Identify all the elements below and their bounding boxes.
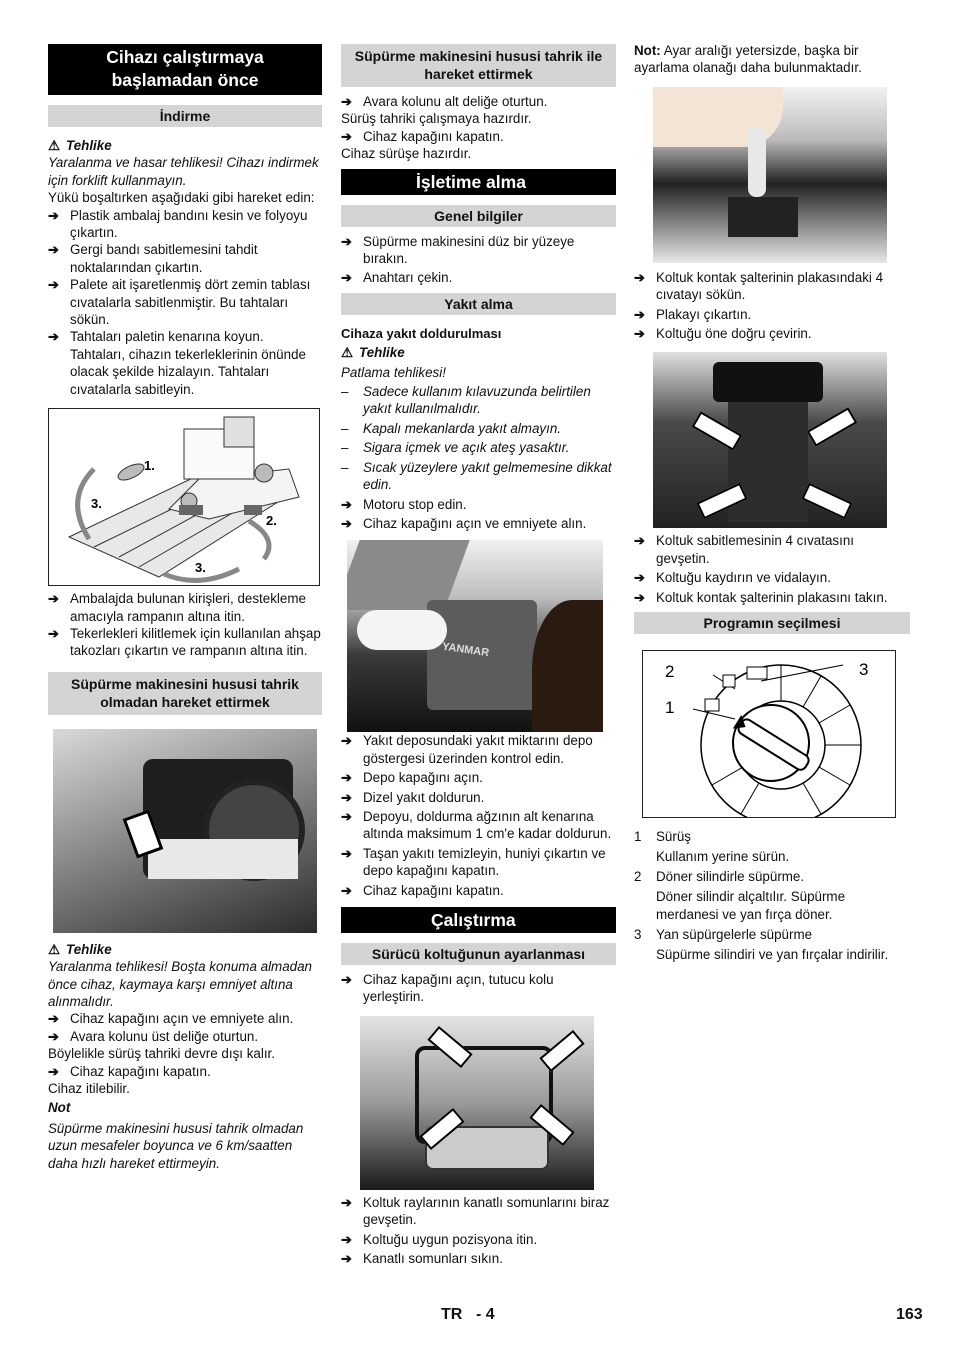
pallet-drawing [49, 409, 319, 585]
engine-bay-photo [53, 729, 317, 933]
danger-text-2: Yaralanma tehlikesi! Boşta konuma almadan önce cihaz, kaymaya karşı emniyet altına alınmalıdır. [48, 959, 312, 1009]
note-text: Süpürme makinesini hususi tahrik olmadan uzun mesafeler boyunca ve 6 km/saatten daha hızlı hareket ettirmeyin. [48, 1120, 304, 1171]
list-item-desc: Döner silindir alçaltılır. Süpürme merdanesi ve yan fırça döner. [656, 889, 846, 923]
fig-label-1: 1. [144, 458, 155, 474]
program-list [634, 828, 910, 964]
refuel-photo [347, 540, 603, 732]
dial-drawing [643, 651, 895, 817]
step-item: ➔ Taşan yakıtı temizleyin, huniyi çıkartın ve depo kapağını kapatın. [341, 845, 616, 880]
engine-brand-label: YANMAR [441, 641, 490, 660]
footer-lang: TR [441, 1306, 463, 1323]
danger-label: ⚠ Tehlike [48, 138, 112, 153]
subheading-fuel: Yakıt alma [341, 293, 616, 315]
column-3 [634, 42, 910, 964]
step-item: ➔ Cihaz kapağını açın, tutucu kolu yerleştirin. [341, 971, 616, 1006]
step-item: ➔ Plastik ambalaj bandını kesin ve folyoyu çıkartın. [48, 207, 322, 242]
list-item: 2 Döner silindirle süpürme. [634, 869, 805, 885]
arrow-icon [539, 1030, 584, 1072]
list-item-desc: Kullanım yerine sürün. [656, 849, 790, 865]
section-heading-operation: Çalıştırma [341, 907, 616, 933]
step-item: ➔ Cihaz kapağını kapatın. [341, 128, 616, 145]
side-brush-icon [747, 667, 767, 679]
note-text: Not: Ayar aralığı yetersizde, başka bir ayarlama olanağı daha bulunmaktadır. [634, 43, 862, 76]
step-item: ➔ Depoyu, doldurma ağzının alt kenarına altında maksimum 1 cm'e kadar doldurun. [341, 808, 616, 843]
arrow-icon [807, 408, 858, 448]
warning-icon: ⚠ [48, 941, 61, 957]
step-item: ➔ Motoru stop edin. [341, 496, 616, 513]
step-item: ➔ Koltuk sabitlemesinin 4 cıvatasını gevşetin. [634, 532, 910, 567]
danger-label: ⚠ Tehlike [341, 345, 405, 361]
step-item: ➔ Tekerlekleri kilitlemek için kullanılan ahşap takozları çıkartın ve rampanın altına itin. [48, 625, 322, 660]
step-item: ➔ Avara kolunu alt deliğe oturtun. [341, 93, 616, 110]
step-item: ➔ Cihaz kapağını açın ve emniyete alın. [48, 1010, 322, 1027]
step-item: ➔ Koltuk raylarının kanatlı somunlarını biraz gevşetin. [341, 1194, 616, 1229]
step-item: ➔ Koltuk kontak şalterinin plakasındaki 4 cıvatayı sökün. [634, 269, 910, 304]
step-item: ➔ Koltuğu uygun pozisyona itin. [341, 1231, 616, 1248]
warning-icon: ⚠ [48, 138, 61, 153]
seat-screw-photo [653, 87, 887, 263]
danger-item: – Sıcak yüzeylere yakıt gelmemesine dikkat edin. [341, 459, 616, 494]
seat-mount-photo [653, 352, 887, 528]
info-text: Böylelikle sürüş tahriki devre dışı kalır. [48, 1046, 275, 1062]
footer-page-number: 163 [896, 1306, 923, 1323]
section-heading-commissioning: İşletime alma [341, 169, 616, 195]
step-item: ➔ Cihaz kapağını kapatın. [341, 882, 616, 899]
column-1 [48, 44, 322, 1172]
pallet-unloading-illustration [48, 408, 320, 586]
step-item: ➔ Palete ait işaretlenmiş dört zemin tablası cıvatalarla sabitlenmiştir. Bu tahtaları sökün. [48, 276, 322, 328]
subheading-seat-adjust: Sürücü koltuğunun ayarlanması [341, 943, 616, 965]
info-text: Cihaz itilebilir. [48, 1080, 130, 1096]
warning-icon: ⚠ [341, 345, 354, 361]
fig-label-3b: 3. [195, 560, 206, 576]
column-2 [341, 44, 616, 1267]
fig-label-2: 2. [266, 513, 277, 529]
list-item: 1 Sürüş [634, 829, 691, 845]
subheading-program: Programın seçilmesi [634, 612, 910, 634]
danger-title: Patlama tehlikesi! [341, 364, 446, 380]
fig-label-3a: 3. [91, 496, 102, 512]
subheading-general: Genel bilgiler [341, 205, 616, 227]
danger-text: Yaralanma ve hasar tehlikesi! Cihazı indirmek için forklift kullanmayın. [48, 155, 319, 188]
footer-local-page: - 4 [476, 1306, 495, 1323]
step-item: ➔ Avara kolunu üst deliğe oturtun. [48, 1028, 322, 1045]
note-label: Not [48, 1100, 71, 1116]
danger-item: – Sadece kullanım kılavuzunda belirtilen yakıt kullanılmalıdır. [341, 383, 616, 418]
dial-label-2: 2 [665, 662, 675, 682]
info-text: Sürüş tahriki çalışmaya hazırdır. [341, 111, 532, 127]
subheading-with-drive: Süpürme makinesini hususi tahrik ile hareket ettirmek [341, 44, 616, 87]
step-item: ➔ Plakayı çıkartın. [634, 306, 910, 323]
step-item: ➔ Anahtarı çekin. [341, 269, 616, 286]
danger-label-2: ⚠ Tehlike [48, 941, 112, 957]
section-heading-before-start: Cihazı çalıştırmaya başlamadan önce [48, 44, 322, 95]
step-item: ➔ Tahtaları paletin kenarına koyun. Tahtaları, cihazın tekerleklerinin önünde olacak şekilde hizalayın. Tahtaları cıvatalarla sabitleyin. [48, 328, 322, 398]
list-item: 3 Yan süpürgelerle süpürme [634, 927, 813, 943]
subheading-indirme: İndirme [48, 105, 322, 127]
step-item: ➔ Ambalajda bulunan kirişleri, destekleme amacıyla rampanın altına itin. [48, 590, 322, 625]
info-text: Cihaz sürüşe hazırdır. [341, 146, 472, 162]
danger-item: – Kapalı mekanlarda yakıt almayın. [341, 420, 616, 437]
step-item: ➔ Yakıt deposundaki yakıt miktarını depo göstergesi üzerinden kontrol edin. [341, 732, 616, 767]
step-item: ➔ Dizel yakıt doldurun. [341, 789, 616, 806]
dial-label-1: 1 [665, 698, 675, 718]
seat-rail-photo [360, 1016, 594, 1190]
step-item: ➔ Kanatlı somunları sıkın. [341, 1250, 616, 1267]
intro-text: Yükü boşaltırken aşağıdaki gibi hareket edin: [48, 190, 315, 206]
drive-icon [705, 699, 719, 711]
step-item: ➔ Gergi bandı sabitlemesini tahdit noktalarından çıkartın. [48, 241, 322, 276]
step-item: ➔ Koltuğu öne doğru çevirin. [634, 325, 910, 342]
danger-item: – Sigara içmek ve açık ateş yasaktır. [341, 439, 616, 456]
program-dial-diagram [642, 650, 896, 818]
dial-label-3: 3 [859, 660, 869, 680]
arrow-icon [801, 483, 852, 520]
sweep-roller-icon [723, 675, 735, 687]
step-item: ➔ Cihaz kapağını kapatın. [48, 1063, 322, 1080]
step-item: ➔ Koltuğu kaydırın ve vidalayın. [634, 569, 910, 586]
step-item: ➔ Süpürme makinesini düz bir yüzeye bırakın. [341, 233, 616, 268]
fuel-subtitle: Cihaza yakıt doldurulması [341, 325, 502, 341]
subheading-no-drive: Süpürme makinesini hususi tahrik olmadan hareket ettirmek [48, 672, 322, 715]
step-item: ➔ Koltuk kontak şalterinin plakasını takın. [634, 589, 910, 606]
step-item: ➔ Cihaz kapağını açın ve emniyete alın. [341, 515, 616, 532]
step-item: ➔ Depo kapağını açın. [341, 769, 616, 786]
list-item-desc: Süpürme silindiri ve yan fırçalar indirilir. [656, 947, 889, 963]
